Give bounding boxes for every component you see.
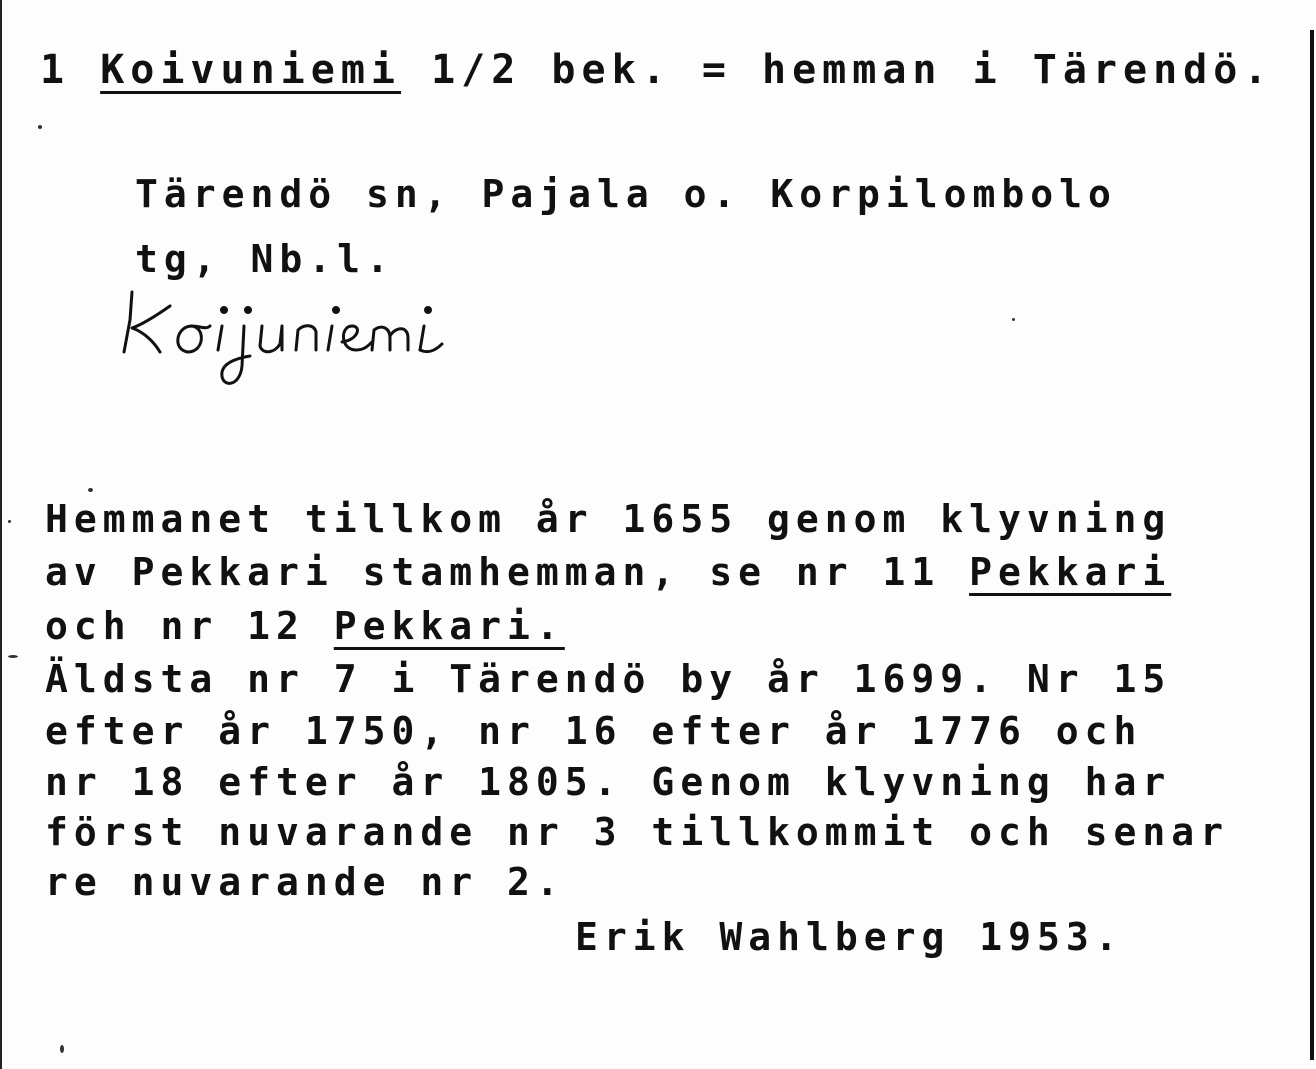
body-line-6: nr 18 efter år 1805. Genom klyvning har xyxy=(45,760,1172,804)
body-line-3 xyxy=(45,604,565,648)
scan-speck xyxy=(60,1045,64,1053)
scan-speck xyxy=(38,125,42,129)
card-left-edge xyxy=(0,0,2,1069)
body-line-1: Hemmanet tillkom år 1655 genom klyvning xyxy=(45,497,1172,541)
reference-pekkari-12: Pekkari. xyxy=(333,604,565,648)
body-line-2 xyxy=(45,550,1172,594)
handwritten-annotation xyxy=(110,270,550,400)
body-line-8: re nuvarande nr 2. xyxy=(45,860,565,904)
heading-place-name: Koivuniemi xyxy=(100,47,402,93)
heading-number: 1 xyxy=(40,47,71,93)
scan-speck xyxy=(1012,318,1015,321)
body-line-5: efter år 1750, nr 16 efter år 1776 och xyxy=(45,709,1143,753)
body-line-7: först nuvarande nr 3 tillkommit och senar xyxy=(45,810,1229,854)
card-right-edge xyxy=(1310,30,1314,1060)
scan-speck xyxy=(8,520,11,523)
scan-speck xyxy=(88,488,93,492)
scan-speck xyxy=(8,655,18,658)
location-line-2: tg, Nb.l. xyxy=(135,237,395,281)
body-line-4: Äldsta nr 7 i Tärendö by år 1699. Nr 15 xyxy=(45,657,1172,701)
body-line-2-text: av Pekkari stamhemman, se nr 11 xyxy=(45,550,970,594)
signature: Erik Wahlberg 1953. xyxy=(575,915,1124,959)
body-line-3-text: och nr 12 xyxy=(45,604,334,648)
reference-pekkari-11: Pekkari xyxy=(969,550,1172,594)
heading-description: 1/2 bek. = hemman i Tärendö. xyxy=(401,47,1274,93)
card-heading xyxy=(40,47,1274,93)
location-line-1: Tärendö sn, Pajala o. Korpilombolo xyxy=(135,172,1117,216)
